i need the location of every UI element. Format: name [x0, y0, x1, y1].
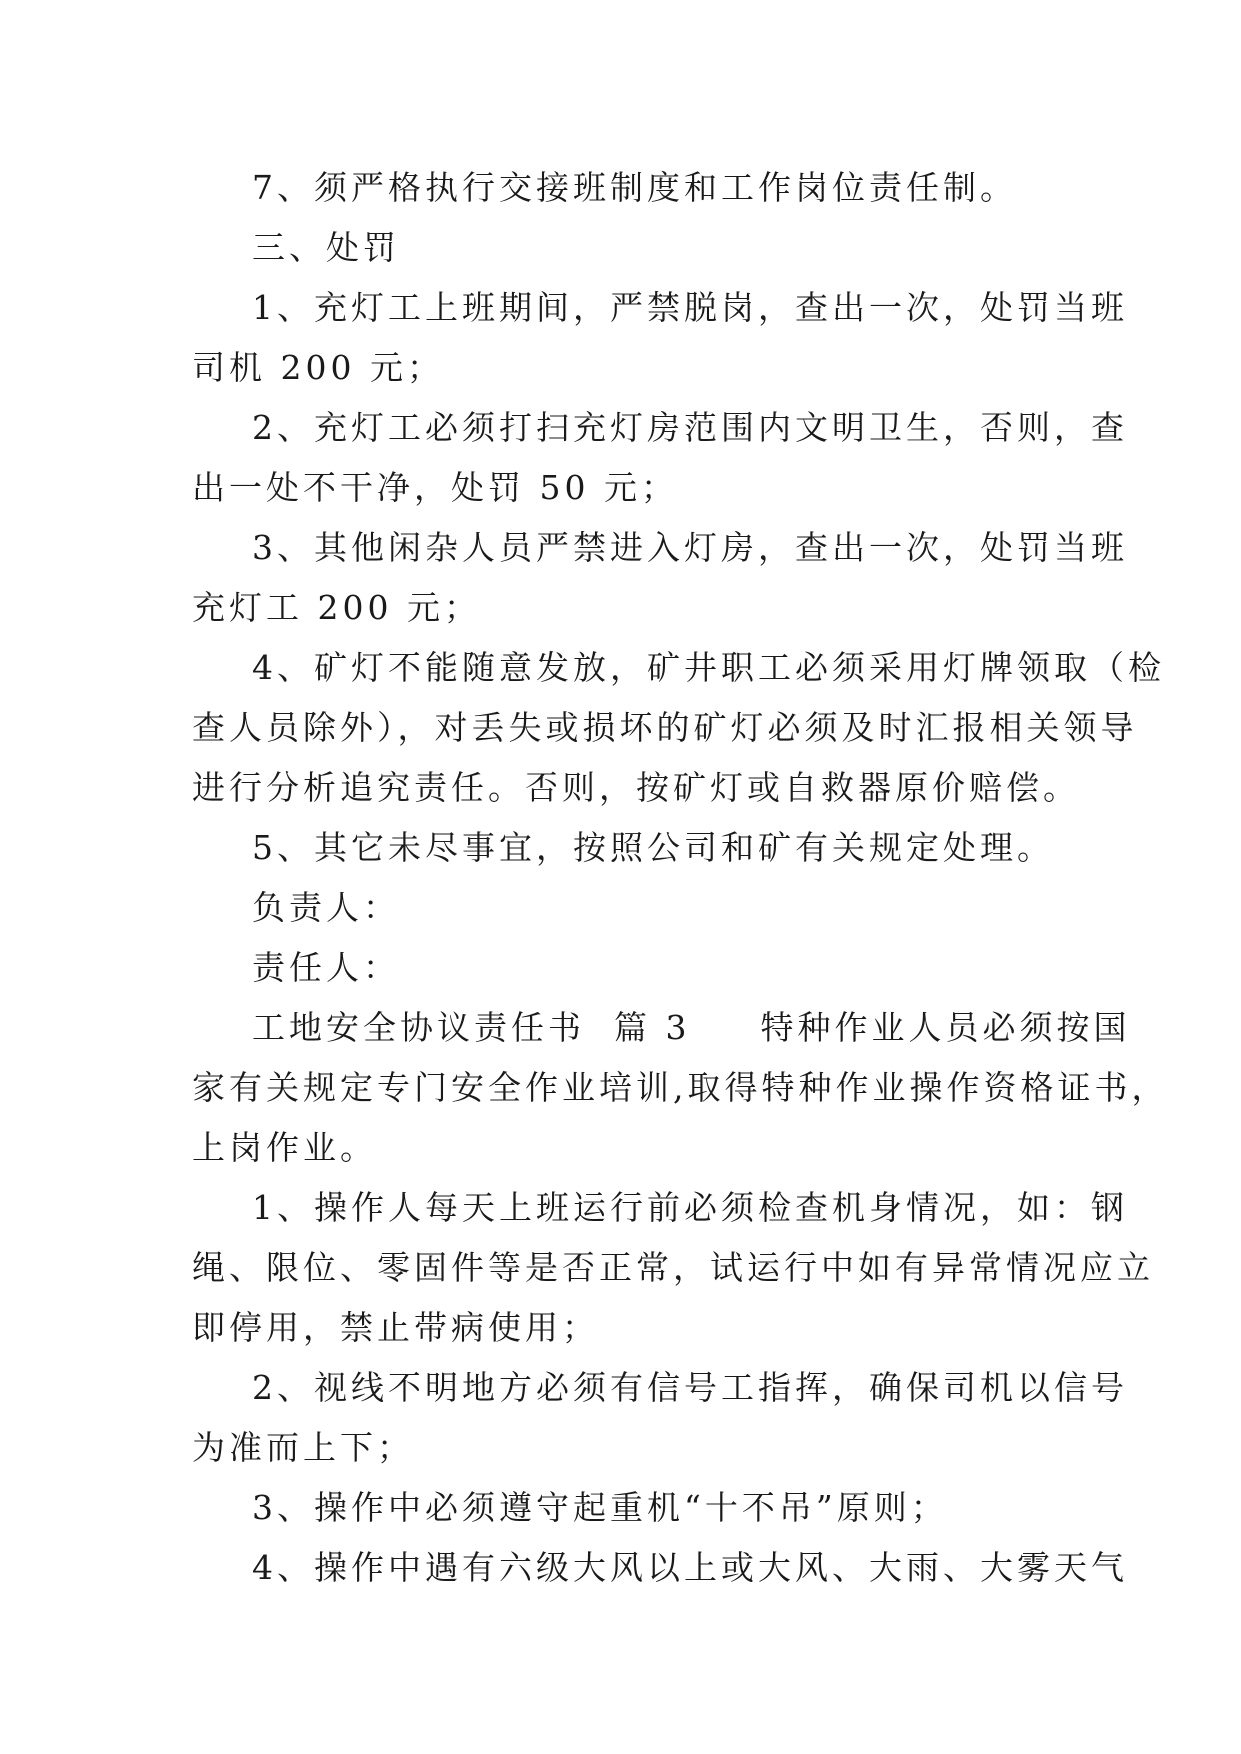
text-line: 出一处不干净，处罚 50 元；: [192, 468, 678, 507]
signature-label-responsible-person: 负责人：: [252, 888, 400, 927]
text-line: 3、其他闲杂人员严禁进入灯房，查出一次，处罚当班: [252, 528, 1128, 567]
signature-label-liable-person: 责任人：: [252, 948, 400, 987]
text-line: 家有关规定专门安全作业培训,取得特种作业操作资格证书，: [192, 1068, 1169, 1107]
text-line: 1、操作人每天上班运行前必须检查机身情况，如：钢: [252, 1188, 1128, 1227]
document-title: 工地安全协议责任书 篇 3: [252, 1008, 691, 1047]
text-line: 绳、限位、零固件等是否正常，试运行中如有异常情况应立: [192, 1248, 1154, 1287]
text-line: 查人员除外），对丢失或损坏的矿灯必须及时汇报相关领导: [192, 708, 1138, 747]
text-line: 2、充灯工必须打扫充灯房范围内文明卫生，否则，查: [252, 408, 1128, 447]
text-line: 为准而上下；: [192, 1428, 414, 1467]
text-line: 3、操作中必须遵守起重机“十不吊”原则；: [252, 1488, 948, 1527]
text-line: 充灯工 200 元；: [192, 588, 481, 627]
section-heading: 三、处罚: [252, 228, 400, 267]
text-line: 7、须严格执行交接班制度和工作岗位责任制。: [252, 168, 1017, 207]
text-line: 5、其它未尽事宜，按照公司和矿有关规定处理。: [252, 828, 1054, 867]
text-line: 司机 200 元；: [192, 348, 444, 387]
text-line: 1、充灯工上班期间，严禁脱岗，查出一次，处罚当班: [252, 288, 1128, 327]
text-line: 2、视线不明地方必须有信号工指挥，确保司机以信号: [252, 1368, 1128, 1407]
text-line: 特种作业人员必须按国: [760, 1008, 1131, 1047]
text-line: 4、操作中遇有六级大风以上或大风、大雨、大雾天气: [252, 1548, 1128, 1587]
heading-line: [192, 998, 1131, 1058]
text-line: 即停用，禁止带病使用；: [192, 1308, 599, 1347]
document-body: [192, 158, 1169, 1598]
text-line: 上岗作业。: [192, 1128, 377, 1167]
text-line: 4、矿灯不能随意发放，矿井职工必须采用灯牌领取（检: [252, 648, 1165, 687]
text-line: 进行分析追究责任。否则，按矿灯或自救器原价赔偿。: [192, 768, 1080, 807]
